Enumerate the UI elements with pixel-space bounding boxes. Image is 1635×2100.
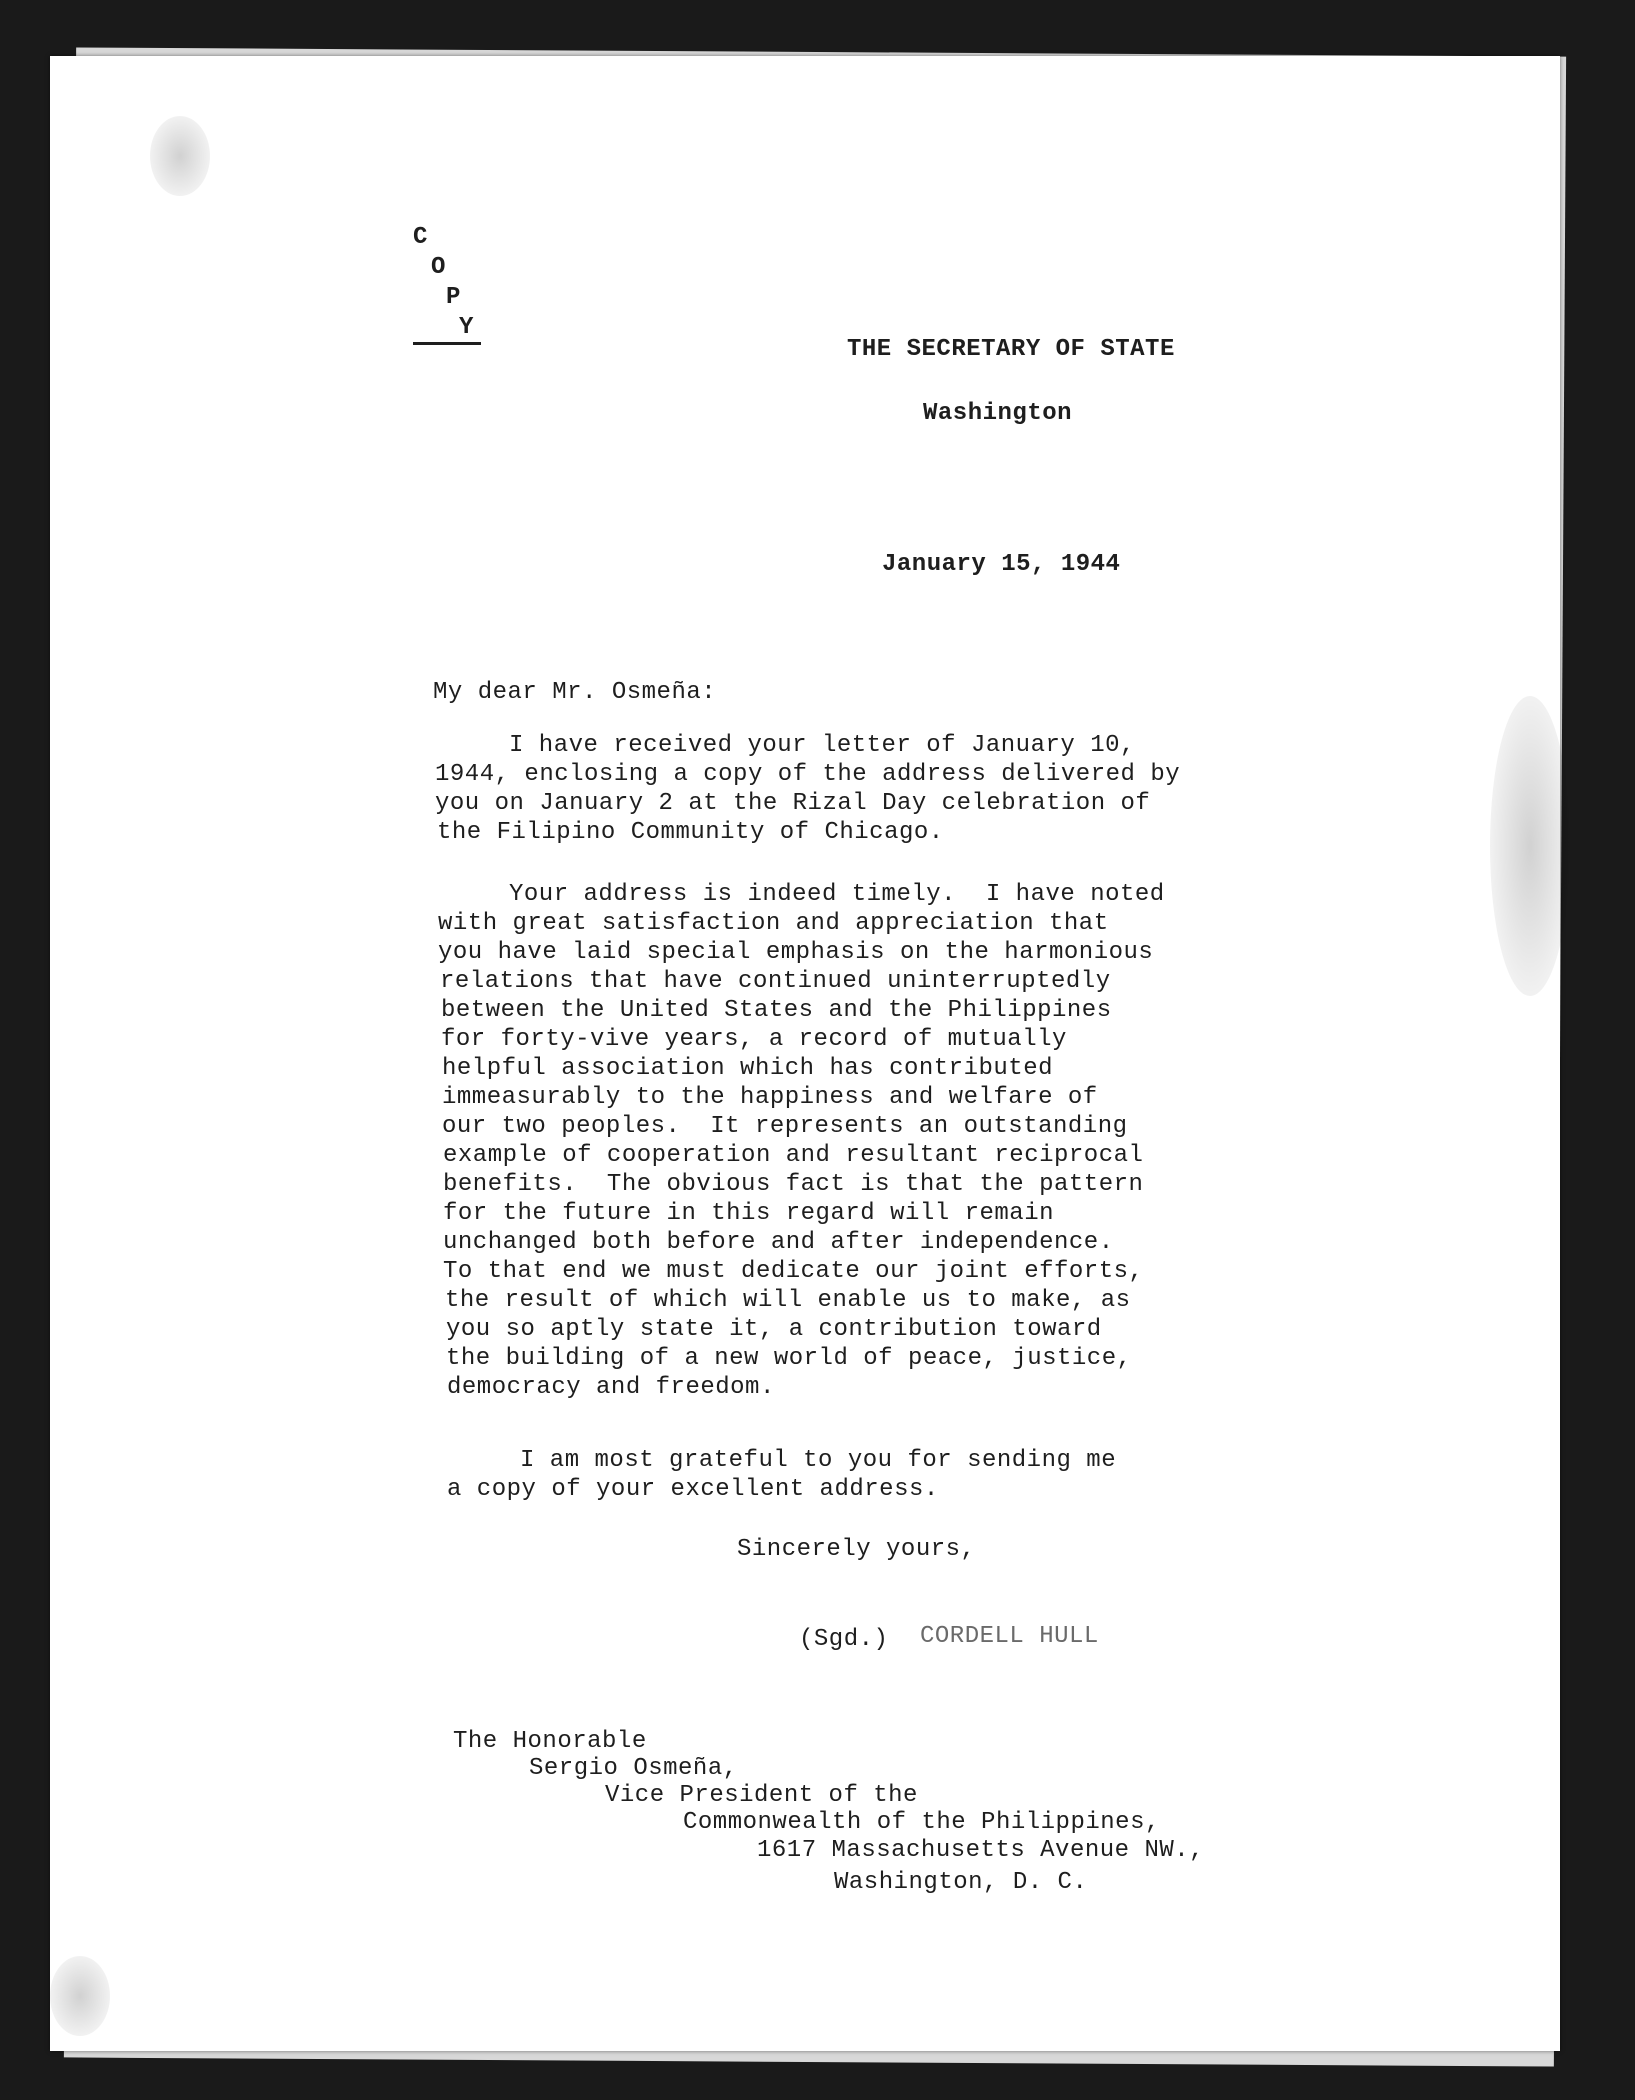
paragraph-line: our two peoples. It represents an outstanding (442, 1113, 1128, 1140)
scan-smudge (150, 116, 210, 196)
paragraph-line: helpful association which has contributed (442, 1055, 1053, 1082)
copy-stamp-underline (413, 342, 481, 345)
copy-stamp-letter-y: Y (459, 314, 474, 341)
paragraph-line: immeasurably to the happiness and welfare of (442, 1084, 1098, 1111)
paragraph-line: for the future in this regard will remain (443, 1200, 1054, 1227)
letterhead-place: Washington (923, 400, 1073, 427)
signature-name: CORDELL HULL (920, 1623, 1099, 1650)
paragraph-line: Your address is indeed timely. I have noted (509, 881, 1165, 908)
address-line: Sergio Osmeña, (529, 1755, 738, 1782)
letterhead-title: THE SECRETARY OF STATE (847, 336, 1175, 363)
scan-smudge (50, 1956, 110, 2036)
address-line: Vice President of the (605, 1782, 918, 1809)
signature-prefix: (Sgd.) (799, 1626, 889, 1653)
letter-date: January 15, 1944 (882, 551, 1121, 578)
paragraph-line: the Filipino Community of Chicago. (437, 819, 944, 846)
copy-stamp-letter-c: C (413, 224, 428, 251)
closing: Sincerely yours, (737, 1536, 976, 1563)
address-line: 1617 Massachusetts Avenue NW., (757, 1837, 1205, 1864)
copy-stamp-letter-o: O (431, 254, 446, 281)
paragraph-line: I am most grateful to you for sending me (520, 1447, 1117, 1474)
paragraph-line: To that end we must dedicate our joint efforts, (443, 1258, 1144, 1285)
paragraph-line: the result of which will enable us to make, as (445, 1287, 1131, 1314)
paragraph-line: a copy of your excellent address. (447, 1476, 939, 1503)
address-line: Commonwealth of the Philippines, (683, 1809, 1160, 1836)
paragraph-line: with great satisfaction and appreciation that (438, 910, 1109, 937)
paragraph-line: example of cooperation and resultant reciprocal (443, 1142, 1144, 1169)
paragraph-line: I have received your letter of January 10, (509, 732, 1135, 759)
paragraph-line: unchanged both before and after independence. (443, 1229, 1114, 1256)
paragraph-line: you on January 2 at the Rizal Day celebration of (435, 790, 1151, 817)
copy-stamp-letter-p: P (446, 284, 461, 311)
paragraph-line: relations that have continued uninterruptedly (440, 968, 1111, 995)
salutation: My dear Mr. Osmeña: (433, 679, 717, 706)
paragraph-line: 1944, enclosing a copy of the address delivered by (435, 761, 1181, 788)
address-line: The Honorable (453, 1728, 647, 1755)
address-line: Washington, D. C. (834, 1869, 1088, 1896)
paragraph-line: democracy and freedom. (447, 1374, 775, 1401)
scan-smudge (1490, 696, 1570, 996)
paragraph-line: the building of a new world of peace, justice, (446, 1345, 1132, 1372)
paragraph-line: you so aptly state it, a contribution toward (446, 1316, 1102, 1343)
paragraph-line: you have laid special emphasis on the harmonious (438, 939, 1154, 966)
paragraph-line: benefits. The obvious fact is that the pattern (443, 1171, 1144, 1198)
paragraph-line: between the United States and the Philippines (441, 997, 1112, 1024)
paragraph-line: for forty-vive years, a record of mutually (441, 1026, 1067, 1053)
